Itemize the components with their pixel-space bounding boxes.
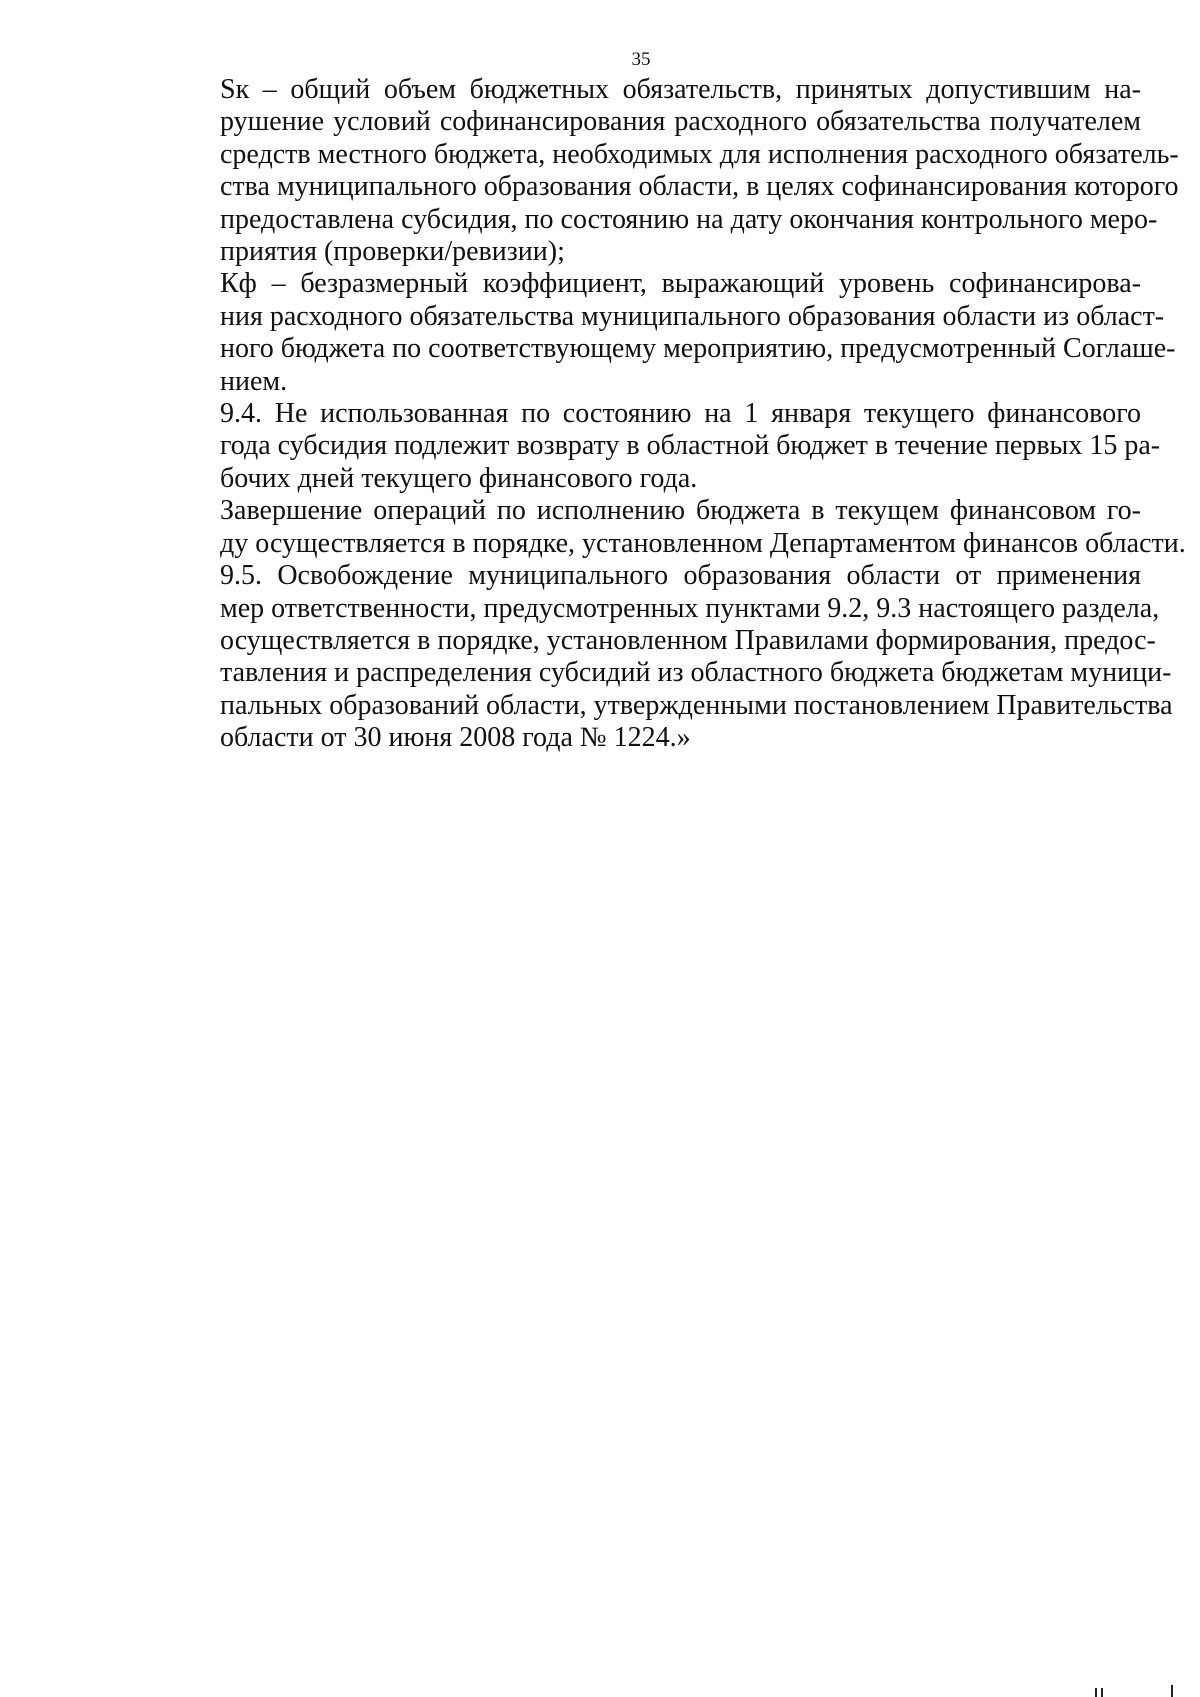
text-line: тавления и распределения субсидий из областного бюджета бюджетам муници- xyxy=(220,657,1172,689)
text-line: предоставлена субсидия, по состоянию на дату окончания контрольного меро- xyxy=(220,203,1158,235)
scan-mark xyxy=(1171,1685,1173,1697)
text-line: Кф – безразмерный коэффициент, выражающий уровень софинансирова- xyxy=(220,268,1141,300)
text-line: средств местного бюджета, необходимых для исполнения расходного обязатель- xyxy=(220,138,1179,170)
text-line: рушение условий софинансирования расходного обязательства получателем xyxy=(220,106,1141,138)
text-line: Завершение операций по исполнению бюджета в текущем финансовом го- xyxy=(220,495,1141,527)
scan-mark xyxy=(1101,1688,1103,1697)
text-line: ного бюджета по соответствующему мероприятию, предусмотренный Соглаше- xyxy=(220,333,1176,365)
text-line: 9.5. Освобождение муниципального образования области от применения xyxy=(220,560,1141,592)
text-line: области от 30 июня 2008 года № 1224.» xyxy=(220,722,691,754)
paragraph-9-4 xyxy=(154,398,1161,495)
text-line: бочих дней текущего финансового года. xyxy=(220,462,698,494)
paragraph-sk-definition xyxy=(154,74,1179,268)
paragraph-completion xyxy=(154,495,1186,560)
text-line: пальных образований области, утвержденными постановлением Правительства xyxy=(220,689,1173,721)
text-line: нием. xyxy=(220,365,288,397)
text-line: ду осуществляется в порядке, установленном Департаментом финансов области. xyxy=(220,527,1186,559)
document-body xyxy=(154,74,1186,755)
paragraph-kf-definition xyxy=(154,268,1176,398)
text-line: года субсидия подлежит возврату в областной бюджет в течение первых 15 ра- xyxy=(220,430,1161,462)
scan-artifact xyxy=(1095,1684,1175,1697)
text-line: Sк – общий объем бюджетных обязательств, принятых допустившим на- xyxy=(220,74,1141,105)
text-line: приятия (проверки/ревизии); xyxy=(220,236,565,268)
text-line: ства муниципального образования области, в целях софинансирования которого xyxy=(220,171,1179,203)
scan-mark xyxy=(1095,1688,1097,1697)
text-line: мер ответственности, предусмотренных пунктами 9.2, 9.3 настоящего раздела, xyxy=(220,592,1160,624)
text-line: 9.4. Не использованная по состоянию на 1 января текущего финансового xyxy=(220,398,1141,430)
page-number: 35 xyxy=(631,49,651,70)
text-line: осуществляется в порядке, установленном Правилами формирования, предос- xyxy=(220,624,1156,656)
paragraph-9-5 xyxy=(154,560,1173,754)
text-line: ния расходного обязательства муниципального образования области из област- xyxy=(220,300,1165,332)
